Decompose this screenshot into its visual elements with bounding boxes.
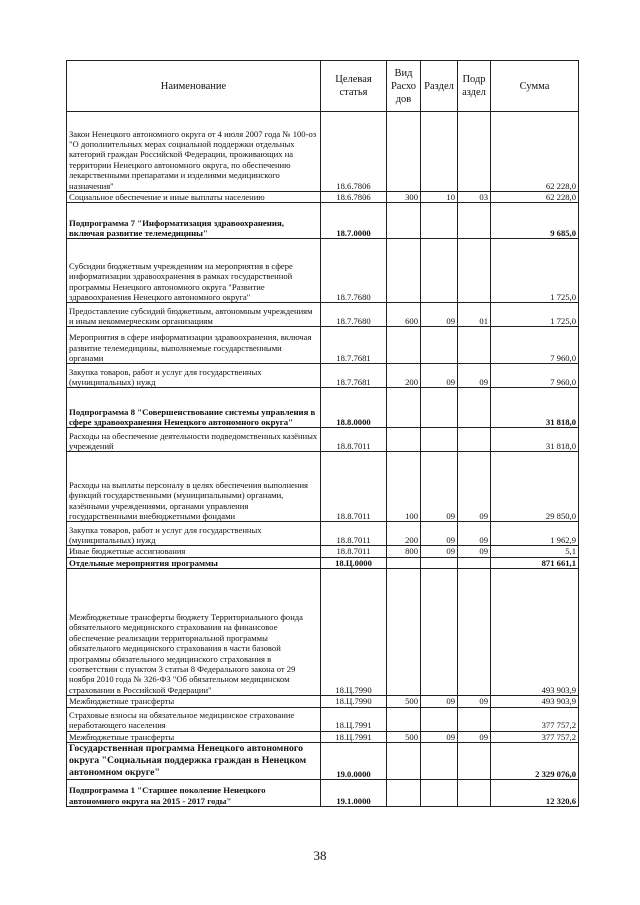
cell-subsection <box>458 388 491 428</box>
table-row <box>67 388 579 428</box>
cell-kind: 200 <box>387 522 421 546</box>
cell-subsection <box>458 569 491 696</box>
cell-kind: 500 <box>387 731 421 742</box>
cell-section <box>421 327 458 364</box>
cell-name: Мероприятия в сфере информатизации здравоохранения, включая развитие телемедицины, выполняемые государственными органами <box>67 327 321 364</box>
cell-section <box>421 743 458 780</box>
cell-sum: 12 320,6 <box>491 780 579 807</box>
cell-target: 18.8.7011 <box>321 522 387 546</box>
cell-target: 18.Ц.7990 <box>321 569 387 696</box>
cell-target: 19.0.0000 <box>321 743 387 780</box>
cell-name: Расходы на выплаты персоналу в целях обеспечения выполнения функций государственными (муниципальными) органами, казёнными учреждениями, органами управления государственными внебюджетными фондами <box>67 452 321 522</box>
cell-section <box>421 428 458 452</box>
cell-target: 18.7.7681 <box>321 364 387 388</box>
table-row <box>67 327 579 364</box>
page-number: 38 <box>313 848 327 863</box>
cell-target: 19.1.0000 <box>321 780 387 807</box>
cell-sum: 493 903,9 <box>491 696 579 707</box>
table-body <box>67 112 579 807</box>
cell-subsection <box>458 557 491 568</box>
cell-sum: 62 228,0 <box>491 192 579 203</box>
cell-name: Социальное обеспечение и иные выплаты населению <box>67 192 321 203</box>
cell-sum: 9 685,0 <box>491 203 579 239</box>
cell-subsection <box>458 707 491 731</box>
table-row <box>67 303 579 327</box>
budget-table <box>66 60 579 807</box>
cell-name: Подпрограмма 1 "Старшее поколение Ненецкого автономного округа на 2015 - 2017 годы" <box>67 780 321 807</box>
cell-section: 09 <box>421 303 458 327</box>
cell-name: Расходы на обеспечение деятельности подведомственных казённых учреждений <box>67 428 321 452</box>
cell-target: 18.Ц.0000 <box>321 557 387 568</box>
cell-section <box>421 388 458 428</box>
cell-sum: 1 962,9 <box>491 522 579 546</box>
cell-target: 18.6.7806 <box>321 112 387 192</box>
cell-target: 18.7.7680 <box>321 239 387 303</box>
header-section: Раздел <box>421 61 458 112</box>
cell-subsection: 09 <box>458 452 491 522</box>
cell-kind <box>387 239 421 303</box>
cell-target: 18.7.7681 <box>321 327 387 364</box>
header-name: Наименование <box>67 61 321 112</box>
table-row <box>67 364 579 388</box>
cell-name: Страховые взносы на обязательное медицинское страхование неработающего населения <box>67 707 321 731</box>
cell-sum: 871 661,1 <box>491 557 579 568</box>
cell-section: 09 <box>421 546 458 557</box>
cell-name: Предоставление субсидий бюджетным, автономным учреждениям и иным некоммерческим организациям <box>67 303 321 327</box>
header-subsection: Подр аздел <box>458 61 491 112</box>
cell-name: Подпрограмма 7 "Информатизация здравоохранения, включая развитие телемедицины" <box>67 203 321 239</box>
cell-sum: 29 850,0 <box>491 452 579 522</box>
cell-section <box>421 780 458 807</box>
cell-name: Закупка товаров, работ и услуг для государственных (муниципальных) нужд <box>67 522 321 546</box>
cell-subsection: 09 <box>458 364 491 388</box>
cell-kind: 300 <box>387 192 421 203</box>
cell-kind: 500 <box>387 696 421 707</box>
cell-subsection <box>458 203 491 239</box>
cell-kind: 100 <box>387 452 421 522</box>
cell-section <box>421 112 458 192</box>
table-row <box>67 546 579 557</box>
cell-sum: 62 228,0 <box>491 112 579 192</box>
cell-subsection: 09 <box>458 546 491 557</box>
cell-sum: 493 903,9 <box>491 569 579 696</box>
table-row <box>67 239 579 303</box>
cell-name: Субсидии бюджетным учреждениям на мероприятия в сфере информатизации здравоохранения в рамках государственной программы Ненецкого автономного округа "Развитие здравоохранения Ненецкого автономного округа" <box>67 239 321 303</box>
cell-target: 18.7.0000 <box>321 203 387 239</box>
cell-target: 18.8.7011 <box>321 452 387 522</box>
cell-kind <box>387 557 421 568</box>
cell-sum: 31 818,0 <box>491 388 579 428</box>
cell-section <box>421 239 458 303</box>
cell-name: Закупка товаров, работ и услуг для государственных (муниципальных) нужд <box>67 364 321 388</box>
table-row <box>67 112 579 192</box>
header-sum: Сумма <box>491 61 579 112</box>
cell-kind: 600 <box>387 303 421 327</box>
cell-section <box>421 203 458 239</box>
cell-section <box>421 569 458 696</box>
cell-kind: 200 <box>387 364 421 388</box>
cell-section <box>421 557 458 568</box>
cell-name: Закон Ненецкого автономного округа от 4 июля 2007 года № 100-оз "О дополнительных мерах социальной поддержки отдельных категорий граждан Российской Федерации, проживающих на территории Ненецкого автономного округа, по обеспечению лекарственными препаратами и изделиями медицинского назначения" <box>67 112 321 192</box>
cell-kind <box>387 780 421 807</box>
cell-subsection <box>458 327 491 364</box>
cell-target: 18.8.0000 <box>321 388 387 428</box>
cell-kind <box>387 327 421 364</box>
cell-sum: 377 757,2 <box>491 731 579 742</box>
cell-subsection: 09 <box>458 731 491 742</box>
cell-subsection: 01 <box>458 303 491 327</box>
cell-section: 09 <box>421 364 458 388</box>
cell-subsection: 09 <box>458 522 491 546</box>
cell-section: 09 <box>421 696 458 707</box>
cell-sum: 1 725,0 <box>491 303 579 327</box>
cell-name: Иные бюджетные ассигнования <box>67 546 321 557</box>
table-row <box>67 780 579 807</box>
cell-target: 18.8.7011 <box>321 546 387 557</box>
table-row <box>67 743 579 780</box>
cell-section: 09 <box>421 522 458 546</box>
cell-kind <box>387 569 421 696</box>
table-row <box>67 192 579 203</box>
cell-name: Межбюджетные трансферты бюджету Территориального фонда обязательного медицинского страхования на финансовое обеспечение реализации территориальной программы обязательного медицинского страхования в части базовой программы обязательного медицинского страхования в соответствии с пунктом 3 статьи 8 Федерального закона от 29 ноября 2010 года № 326-ФЗ "Об обязательном медицинском страховании в Российской Федерации" <box>67 569 321 696</box>
table-header-row <box>67 61 579 112</box>
cell-sum: 1 725,0 <box>491 239 579 303</box>
cell-section <box>421 707 458 731</box>
cell-target: 18.Ц.7990 <box>321 696 387 707</box>
cell-target: 18.6.7806 <box>321 192 387 203</box>
table-row <box>67 731 579 742</box>
table-row <box>67 203 579 239</box>
cell-name: Государственная программа Ненецкого автономного округа "Социальная поддержка граждан в Ненецком автономном округе" <box>67 743 321 780</box>
cell-kind <box>387 388 421 428</box>
cell-sum: 377 757,2 <box>491 707 579 731</box>
header-kind: Вид Расхо дов <box>387 61 421 112</box>
cell-kind: 800 <box>387 546 421 557</box>
table-row <box>67 522 579 546</box>
header-target: Целевая статья <box>321 61 387 112</box>
table-row <box>67 557 579 568</box>
cell-kind <box>387 112 421 192</box>
cell-name: Межбюджетные трансферты <box>67 731 321 742</box>
cell-section: 09 <box>421 731 458 742</box>
cell-subsection <box>458 112 491 192</box>
cell-subsection <box>458 239 491 303</box>
cell-section: 10 <box>421 192 458 203</box>
cell-sum: 2 329 076,0 <box>491 743 579 780</box>
cell-target: 18.Ц.7991 <box>321 707 387 731</box>
cell-subsection <box>458 428 491 452</box>
table-row <box>67 696 579 707</box>
cell-subsection <box>458 780 491 807</box>
table-row <box>67 707 579 731</box>
cell-sum: 7 960,0 <box>491 364 579 388</box>
cell-subsection <box>458 743 491 780</box>
cell-kind <box>387 203 421 239</box>
table-row <box>67 569 579 696</box>
cell-sum: 7 960,0 <box>491 327 579 364</box>
cell-name: Отдельные мероприятия программы <box>67 557 321 568</box>
cell-kind <box>387 707 421 731</box>
cell-kind <box>387 743 421 780</box>
cell-kind <box>387 428 421 452</box>
cell-section: 09 <box>421 452 458 522</box>
cell-target: 18.7.7680 <box>321 303 387 327</box>
cell-name: Подпрограмма 8 "Совершенствование системы управления в сфере здравоохранения Ненецкого автономного округа" <box>67 388 321 428</box>
cell-target: 18.8.7011 <box>321 428 387 452</box>
cell-sum: 5,1 <box>491 546 579 557</box>
table-row <box>67 428 579 452</box>
cell-subsection: 09 <box>458 696 491 707</box>
cell-sum: 31 818,0 <box>491 428 579 452</box>
table-row <box>67 452 579 522</box>
cell-name: Межбюджетные трансферты <box>67 696 321 707</box>
cell-subsection: 03 <box>458 192 491 203</box>
cell-target: 18.Ц.7991 <box>321 731 387 742</box>
